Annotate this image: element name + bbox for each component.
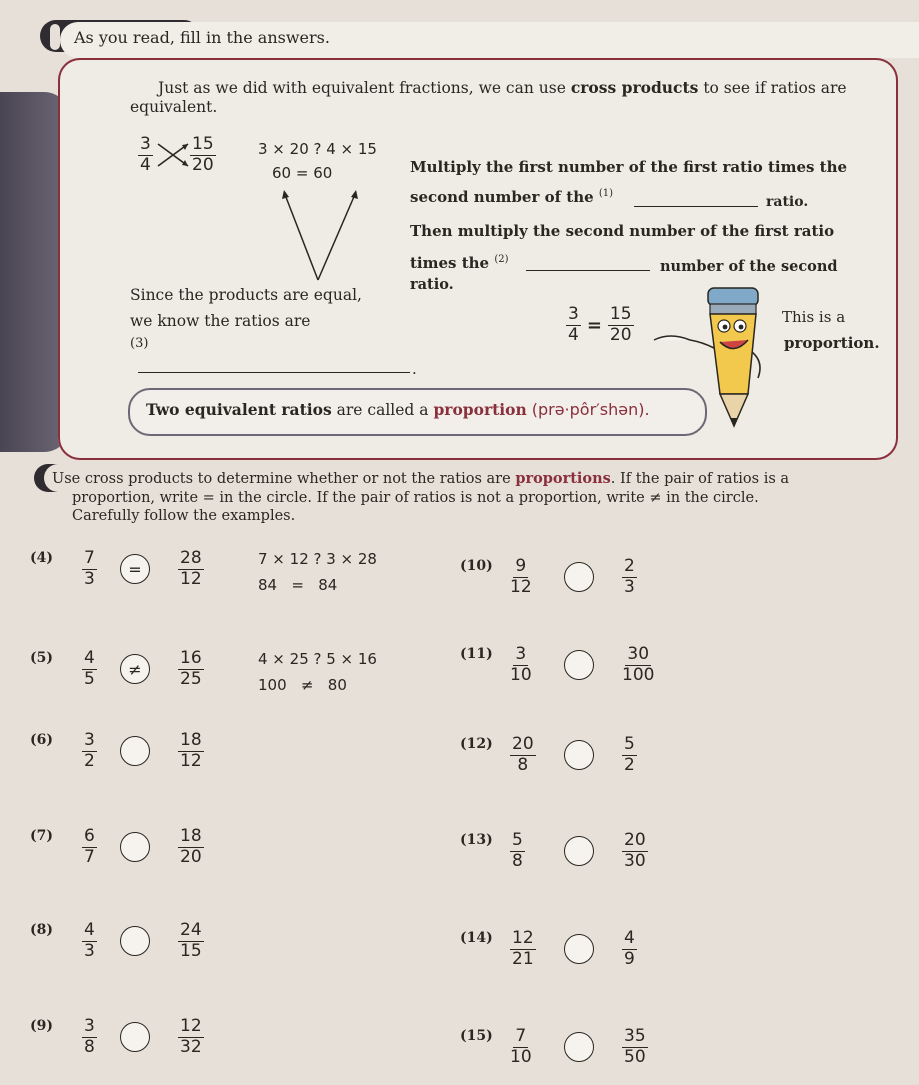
definition-text: Two equivalent ratios are called a proportion (prə·pôr′shən). (146, 400, 650, 419)
answer-circle[interactable] (564, 740, 594, 770)
ratio-2: $\frac{12}{32}$ (180, 1016, 202, 1057)
ratio-1: $\frac{5}{8}$ (512, 830, 523, 871)
problem-number: (11) (460, 646, 493, 662)
ratio-1: $\frac{3}{8}$ (84, 1016, 95, 1057)
example-calc-2: 60 = 60 (272, 164, 333, 182)
answer-circle[interactable] (120, 832, 150, 862)
rule-line-2: second number of the $^{(1)}$ (410, 188, 614, 206)
ratio-1: $\frac{7}{3}$ (84, 548, 95, 589)
cross-product-result: 100 ≠ 80 (258, 676, 347, 694)
ratio-2: $\frac{4}{9}$ (624, 928, 635, 969)
v-arrows-icon (270, 186, 370, 286)
conclusion-marker: (3) (130, 336, 149, 351)
bubble-text-2: proportion. (784, 334, 880, 352)
example-fraction-1: $\frac{3}{4}$ (140, 134, 151, 175)
intro-line-2: equivalent. (130, 98, 218, 116)
problem-number: (14) (460, 930, 493, 946)
answer-circle[interactable] (564, 562, 594, 592)
bubble-text-1: This is a (782, 308, 846, 326)
problem-number: (8) (30, 922, 53, 938)
conclusion-period: . (412, 360, 417, 378)
answer-circle[interactable] (120, 1022, 150, 1052)
ratio-2: $\frac{5}{2}$ (624, 734, 635, 775)
rule-line-4: Then multiply the second number of the first ratio (410, 222, 835, 240)
conclusion-line-1: Since the products are equal, (130, 286, 362, 304)
problem-number: (9) (30, 1018, 53, 1034)
answer-circle[interactable] (564, 650, 594, 680)
directions-line-3: Carefully follow the examples. (72, 508, 296, 524)
answer-blank-3[interactable] (138, 372, 410, 373)
ratio-2: $\frac{16}{25}$ (180, 648, 202, 689)
ratio-2: $\frac{35}{50}$ (624, 1026, 646, 1067)
ratio-2: $\frac{20}{30}$ (624, 830, 646, 871)
directions-line-2: proportion, write = in the circle. If the pair of ratios is not a proportion, write ≠ in the circle. (72, 490, 759, 506)
ratio-2: $\frac{24}{15}$ (180, 920, 202, 961)
cross-product-work: 4 × 25 ? 5 × 16 (258, 650, 377, 668)
rule-line-6: number of the second (660, 258, 838, 275)
ratio-1: $\frac{20}{8}$ (512, 734, 534, 775)
problem-number: (10) (460, 558, 493, 574)
cross-product-result: 84 = 84 (258, 576, 338, 594)
problem-number: (12) (460, 736, 493, 752)
answer-circle[interactable] (120, 736, 150, 766)
ratio-1: $\frac{7}{10}$ (510, 1026, 532, 1067)
answer-circle[interactable] (120, 926, 150, 956)
ratio-1: $\frac{4}{5}$ (84, 648, 95, 689)
rule-line-7: ratio. (410, 276, 454, 293)
ratio-1: $\frac{6}{7}$ (84, 826, 95, 867)
problem-number: (13) (460, 832, 493, 848)
directions-line-1: Use cross products to determine whether or not the ratios are proportions. If the pair of ratios is a (52, 470, 790, 487)
cross-product-work: 7 × 12 ? 3 × 28 (258, 550, 377, 568)
conclusion-line-2: we know the ratios are (130, 312, 311, 330)
ratio-2: $\frac{18}{20}$ (180, 826, 202, 867)
proportion-example: $\frac{3}{4}$ = $\frac{15}{20}$ (568, 304, 632, 345)
rule-line-5: times the $^{(2)}$ (410, 254, 509, 272)
example-calc-1: 3 × 20 ? 4 × 15 (258, 140, 377, 158)
answer-circle[interactable]: = (120, 554, 150, 584)
example-fraction-2: $\frac{15}{20}$ (192, 134, 214, 175)
answer-circle[interactable] (564, 934, 594, 964)
ratio-1: $\frac{3}{10}$ (510, 644, 532, 685)
problem-number: (4) (30, 550, 53, 566)
answer-circle[interactable]: ≠ (120, 654, 150, 684)
ratio-2: $\frac{30}{100}$ (622, 644, 655, 685)
answer-circle[interactable] (564, 1032, 594, 1062)
problem-number: (15) (460, 1028, 493, 1044)
ratio-2: $\frac{28}{12}$ (180, 548, 202, 589)
ratio-1: $\frac{4}{3}$ (84, 920, 95, 961)
problem-number: (6) (30, 732, 53, 748)
answer-blank-2[interactable] (526, 270, 650, 271)
ratio-1: $\frac{9}{12}$ (510, 556, 532, 597)
header-bar-notch (50, 24, 60, 50)
cross-arrows-icon (154, 140, 194, 170)
header-instruction: As you read, fill in the answers. (74, 28, 330, 47)
answer-blank-1[interactable] (634, 206, 758, 207)
intro-line-1: Just as we did with equivalent fractions, we can use cross products to see if ratios are (158, 78, 847, 97)
answer-circle[interactable] (564, 836, 594, 866)
ratio-2: $\frac{18}{12}$ (180, 730, 202, 771)
ratio-1: $\frac{3}{2}$ (84, 730, 95, 771)
problem-number: (7) (30, 828, 53, 844)
problem-number: (5) (30, 650, 53, 666)
rule-line-3: ratio. (766, 194, 809, 210)
rule-line-1: Multiply the first number of the first ratio times the (410, 158, 848, 176)
ratio-1: $\frac{12}{21}$ (512, 928, 534, 969)
ratio-2: $\frac{2}{3}$ (624, 556, 635, 597)
